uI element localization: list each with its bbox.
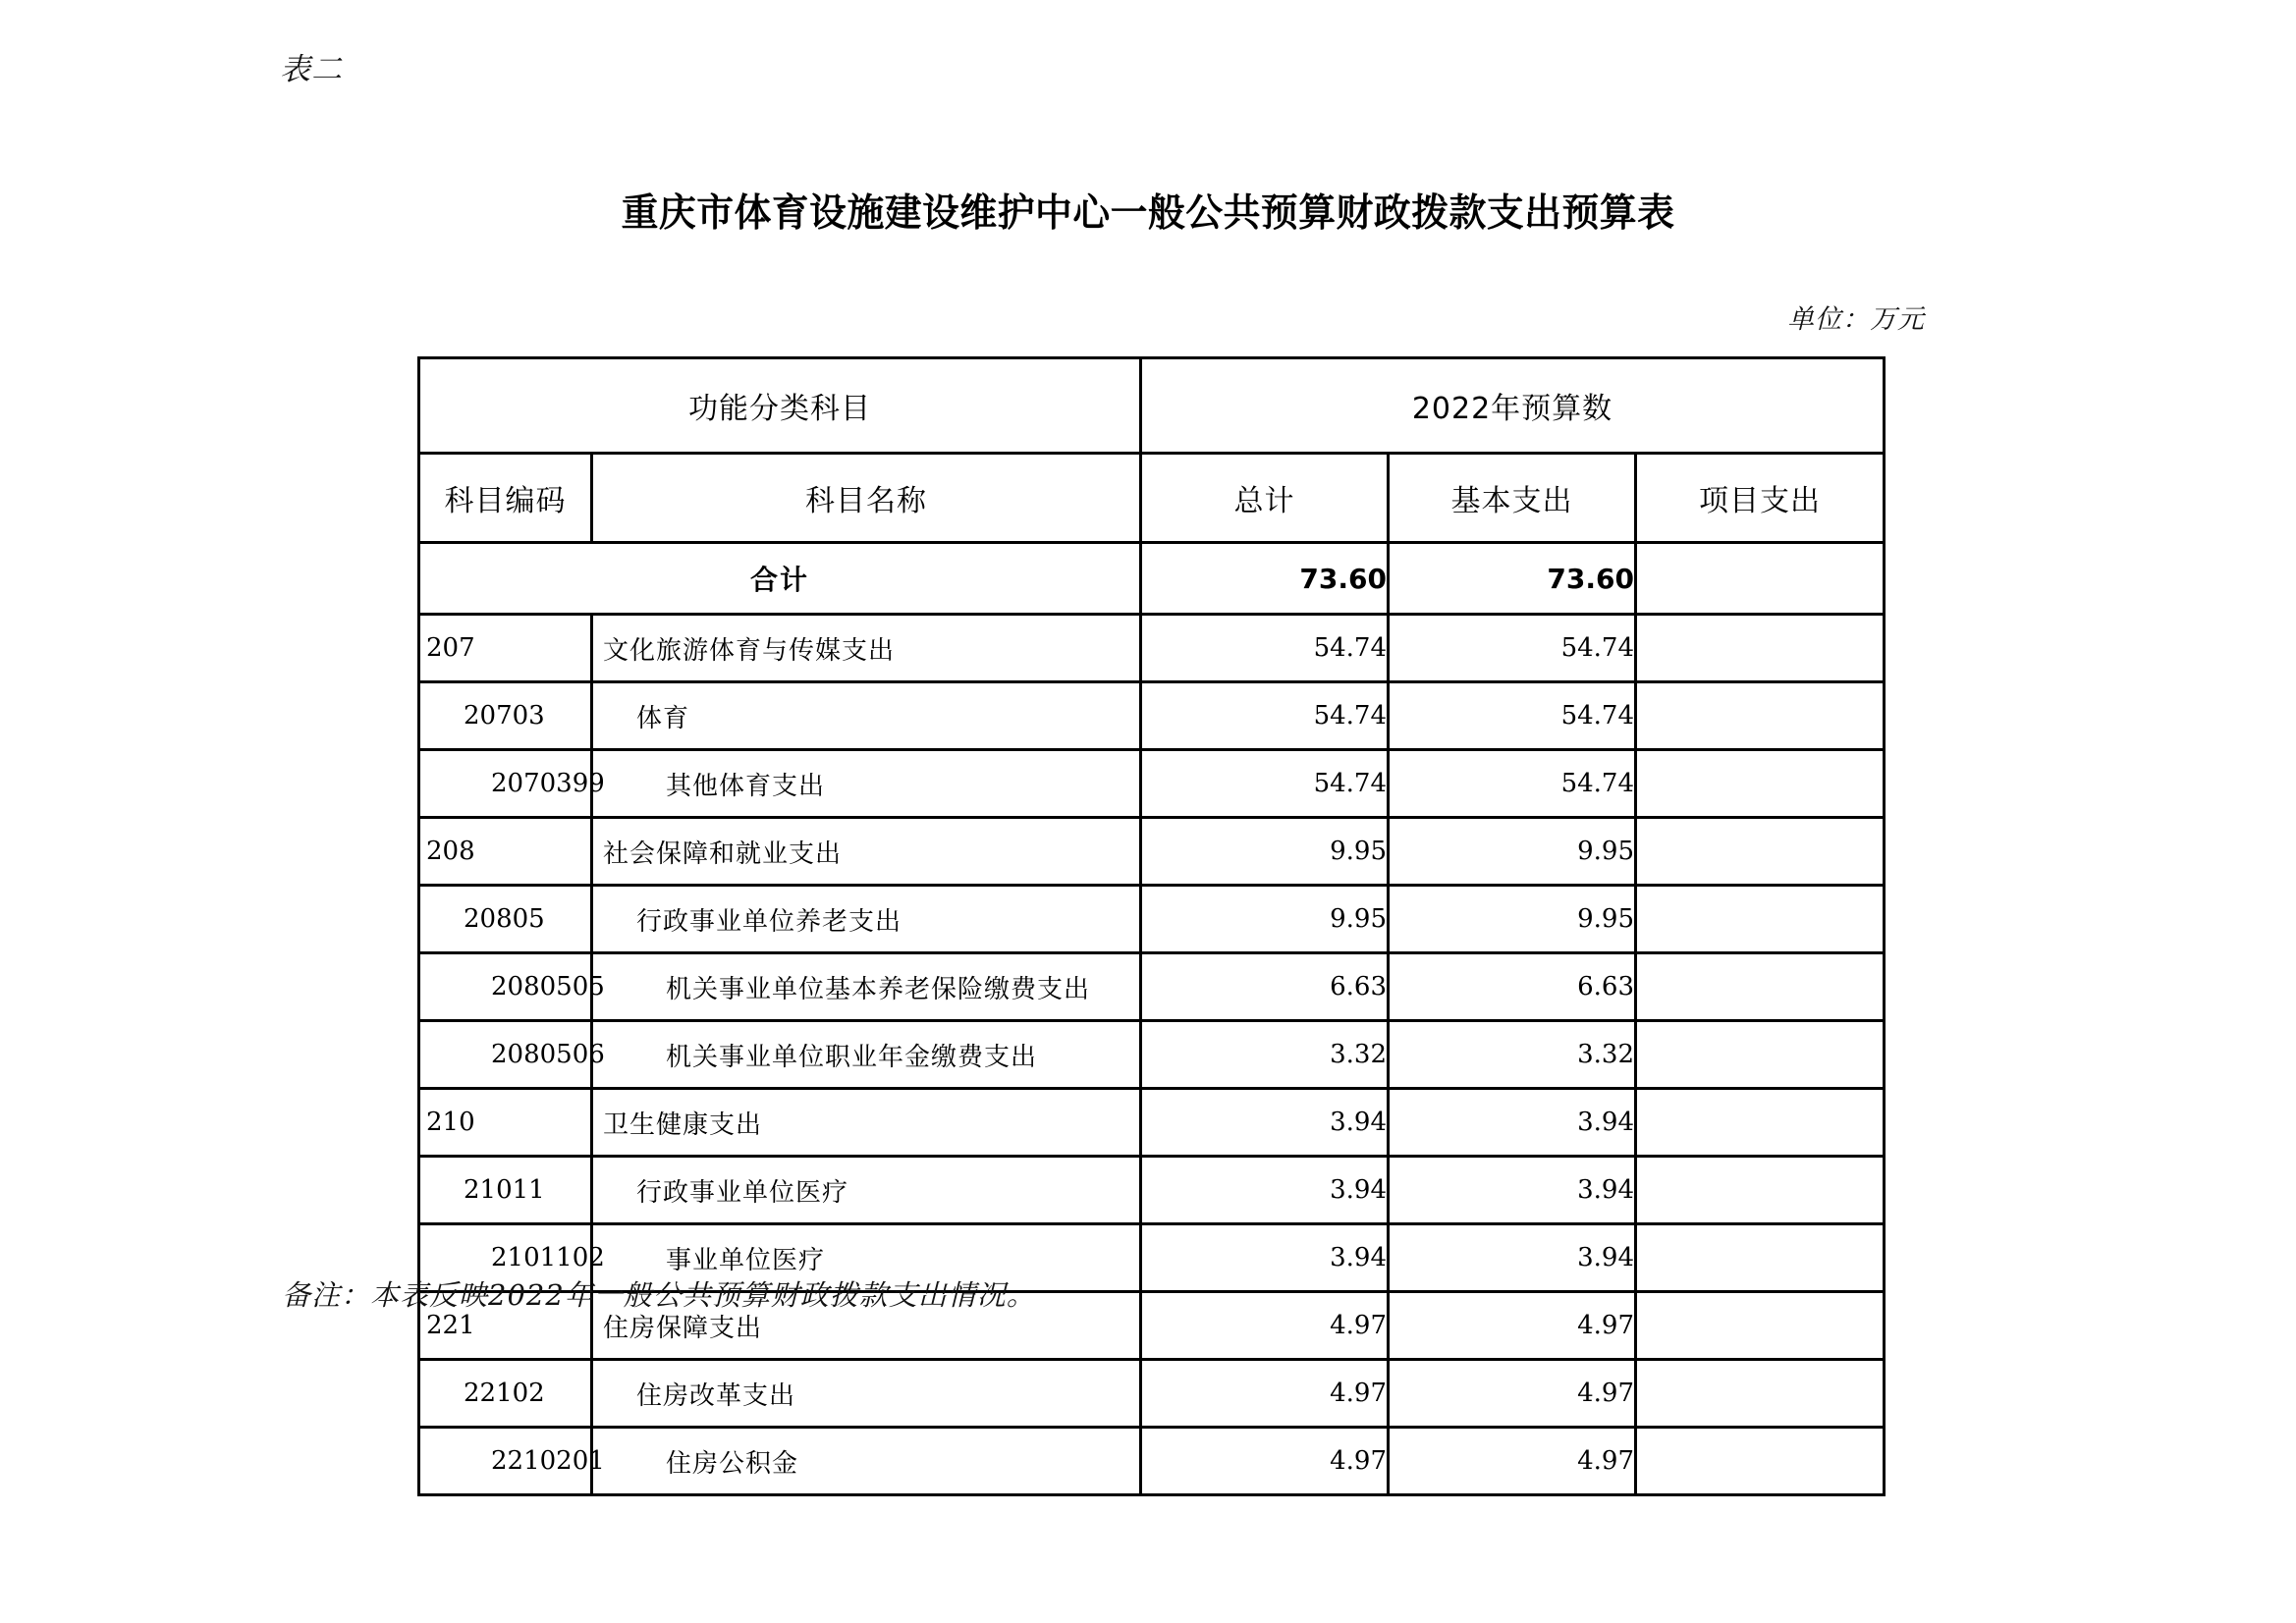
cell-basic: 9.95	[1389, 886, 1636, 953]
cell-subject-code: 221	[419, 1292, 592, 1360]
cell-basic: 6.63	[1389, 953, 1636, 1021]
cell-project	[1636, 886, 1885, 953]
total-row-basic-value: 73.60	[1389, 543, 1636, 615]
cell-subject-name: 文化旅游体育与传媒支出	[592, 615, 1141, 682]
table-header	[419, 358, 1885, 543]
cell-subject-name: 住房保障支出	[592, 1292, 1141, 1360]
cell-subject-name: 住房公积金	[592, 1428, 1141, 1495]
header-total: 总计	[1141, 454, 1389, 543]
total-row-label: 合计	[419, 543, 1141, 615]
sheet-label: 表二	[280, 52, 343, 87]
cell-subject-code: 2070399	[419, 750, 592, 818]
budget-table	[417, 356, 1886, 1496]
total-row-total-value: 73.60	[1141, 543, 1389, 615]
cell-subject-name: 体育	[592, 682, 1141, 750]
header-column-row	[419, 454, 1885, 543]
cell-basic: 3.32	[1389, 1021, 1636, 1089]
cell-subject-name: 其他体育支出	[592, 750, 1141, 818]
cell-subject-name: 行政事业单位养老支出	[592, 886, 1141, 953]
cell-project	[1636, 1224, 1885, 1292]
cell-subject-code: 2101102	[419, 1224, 592, 1292]
table-row	[419, 1428, 1885, 1495]
cell-basic: 4.97	[1389, 1428, 1636, 1495]
table-row	[419, 615, 1885, 682]
table-row	[419, 886, 1885, 953]
cell-project	[1636, 1089, 1885, 1157]
cell-subject-code: 2080505	[419, 953, 592, 1021]
cell-project	[1636, 1021, 1885, 1089]
cell-basic: 54.74	[1389, 682, 1636, 750]
table-row	[419, 682, 1885, 750]
cell-basic: 3.94	[1389, 1157, 1636, 1224]
cell-project	[1636, 682, 1885, 750]
cell-project	[1636, 1292, 1885, 1360]
cell-subject-code: 2210201	[419, 1428, 592, 1495]
footnote: 备注：本表反映2022年一般公共预算财政拨款支出情况。	[282, 1278, 1036, 1312]
cell-project	[1636, 953, 1885, 1021]
cell-subject-code: 22102	[419, 1360, 592, 1428]
table-row	[419, 818, 1885, 886]
cell-total: 3.94	[1141, 1224, 1389, 1292]
cell-subject-name: 事业单位医疗	[592, 1224, 1141, 1292]
cell-total: 54.74	[1141, 615, 1389, 682]
cell-basic: 4.97	[1389, 1292, 1636, 1360]
cell-project	[1636, 818, 1885, 886]
cell-project	[1636, 1428, 1885, 1495]
header-group-row	[419, 358, 1885, 454]
cell-subject-code: 2080506	[419, 1021, 592, 1089]
table-row	[419, 953, 1885, 1021]
cell-basic: 3.94	[1389, 1089, 1636, 1157]
table-row	[419, 750, 1885, 818]
cell-basic: 9.95	[1389, 818, 1636, 886]
cell-subject-code: 207	[419, 615, 592, 682]
table-row	[419, 1360, 1885, 1428]
cell-subject-code: 208	[419, 818, 592, 886]
cell-total: 6.63	[1141, 953, 1389, 1021]
cell-total: 54.74	[1141, 682, 1389, 750]
cell-total: 9.95	[1141, 886, 1389, 953]
cell-basic: 3.94	[1389, 1224, 1636, 1292]
cell-subject-name: 机关事业单位基本养老保险缴费支出	[592, 953, 1141, 1021]
header-project-expenditure: 项目支出	[1636, 454, 1885, 543]
table-row	[419, 1157, 1885, 1224]
cell-subject-name: 行政事业单位医疗	[592, 1157, 1141, 1224]
budget-table-container	[417, 356, 1883, 1496]
cell-total: 4.97	[1141, 1292, 1389, 1360]
header-subject-name: 科目名称	[592, 454, 1141, 543]
cell-subject-name: 住房改革支出	[592, 1360, 1141, 1428]
header-budget-year-group: 2022年预算数	[1141, 358, 1885, 454]
cell-basic: 4.97	[1389, 1360, 1636, 1428]
cell-subject-code: 21011	[419, 1157, 592, 1224]
header-subject-code: 科目编码	[419, 454, 592, 543]
cell-total: 3.94	[1141, 1089, 1389, 1157]
header-classification-group: 功能分类科目	[419, 358, 1141, 454]
cell-subject-name: 社会保障和就业支出	[592, 818, 1141, 886]
cell-subject-name: 机关事业单位职业年金缴费支出	[592, 1021, 1141, 1089]
cell-project	[1636, 750, 1885, 818]
cell-subject-code: 20805	[419, 886, 592, 953]
header-basic-expenditure: 基本支出	[1389, 454, 1636, 543]
page-title: 重庆市体育设施建设维护中心一般公共预算财政拨款支出预算表	[621, 191, 1675, 236]
cell-project	[1636, 1157, 1885, 1224]
cell-total: 9.95	[1141, 818, 1389, 886]
table-row-total	[419, 543, 1885, 615]
table-row	[419, 1089, 1885, 1157]
cell-total: 54.74	[1141, 750, 1389, 818]
table-row	[419, 1021, 1885, 1089]
cell-basic: 54.74	[1389, 750, 1636, 818]
cell-basic: 54.74	[1389, 615, 1636, 682]
cell-subject-code: 20703	[419, 682, 592, 750]
cell-subject-name: 卫生健康支出	[592, 1089, 1141, 1157]
cell-total: 4.97	[1141, 1360, 1389, 1428]
cell-total: 3.94	[1141, 1157, 1389, 1224]
cell-total: 3.32	[1141, 1021, 1389, 1089]
table-body	[419, 543, 1885, 1495]
cell-project	[1636, 615, 1885, 682]
cell-project	[1636, 1360, 1885, 1428]
total-row-project-value	[1636, 543, 1885, 615]
cell-subject-code: 210	[419, 1089, 592, 1157]
unit-note: 单位：万元	[1787, 304, 1925, 335]
cell-total: 4.97	[1141, 1428, 1389, 1495]
